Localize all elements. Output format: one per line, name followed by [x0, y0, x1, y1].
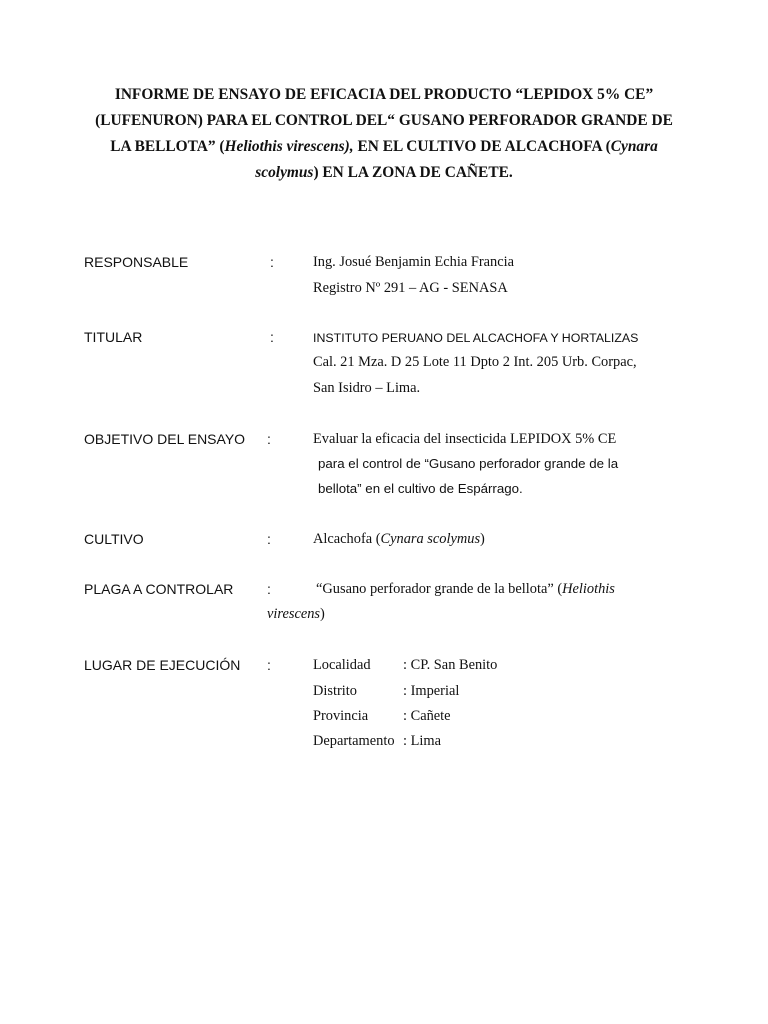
titular-address-line-1: Cal. 21 Mza. D 25 Lote 11 Dpto 2 Int. 205 Urb. Corpac, — [313, 354, 637, 370]
plaga-label: PLAGA A CONTROLAR — [84, 581, 234, 597]
objetivo-line-3: bellota” en el cultivo de Espárrago. — [318, 481, 523, 496]
responsable-separator: : — [270, 254, 274, 270]
titular-address-line-2: San Isidro – Lima. — [313, 380, 421, 396]
responsable-registro: Registro Nº 291 – AG - SENASA — [313, 280, 508, 296]
cultivo-label: CULTIVO — [84, 531, 144, 547]
cultivo-value: Alcachofa (Cynara scolymus) — [313, 531, 485, 547]
titular-institution: INSTITUTO PERUANO DEL ALCACHOFA Y HORTALIZAS — [313, 331, 639, 345]
objetivo-line-1: Evaluar la eficacia del insecticida LEPIDOX 5% CE — [313, 431, 617, 447]
lugar-label: LUGAR DE EJECUCIÓN — [84, 657, 241, 673]
lugar-value-localidad: : CP. San Benito — [403, 657, 498, 673]
plaga-separator: : — [267, 581, 271, 597]
lugar-key-departamento: Departamento — [313, 733, 395, 749]
lugar-value-distrito: : Imperial — [403, 683, 460, 699]
lugar-key-provincia: Provincia — [313, 708, 369, 724]
plaga-value-line-1: “Gusano perforador grande de la bellota” (Heliothis — [316, 581, 615, 597]
responsable-name: Ing. Josué Benjamin Echia Francia — [313, 254, 515, 270]
title-line-1: INFORME DE ENSAYO DE EFICACIA DEL PRODUCTO “LEPIDOX 5% CE” — [114, 86, 654, 103]
report-title — [70, 82, 698, 186]
title-line-4: scolymus) EN LA ZONA DE CAÑETE. — [255, 164, 513, 181]
title-line-3: LA BELLOTA” (Heliothis virescens), EN EL CULTIVO DE ALCACHOFA (Cynara — [110, 138, 658, 155]
cultivo-separator: : — [267, 531, 271, 547]
responsable-label: RESPONSABLE — [84, 254, 189, 270]
objetivo-separator: : — [267, 431, 271, 447]
lugar-value-departamento: : Lima — [403, 733, 441, 749]
lugar-separator: : — [267, 657, 271, 673]
titular-separator: : — [270, 329, 274, 345]
objetivo-label: OBJETIVO DEL ENSAYO — [84, 431, 246, 447]
lugar-key-distrito: Distrito — [313, 683, 357, 699]
lugar-key-localidad: Localidad — [313, 657, 371, 673]
objetivo-line-2: para el control de “Gusano perforador grande de la — [318, 456, 619, 471]
lugar-value-provincia: : Cañete — [403, 708, 451, 724]
titular-label: TITULAR — [84, 329, 143, 345]
title-line-2: (LUFENURON) PARA EL CONTROL DEL“ GUSANO PERFORADOR GRANDE DE — [95, 112, 673, 129]
plaga-value-line-2: virescens) — [267, 606, 325, 622]
